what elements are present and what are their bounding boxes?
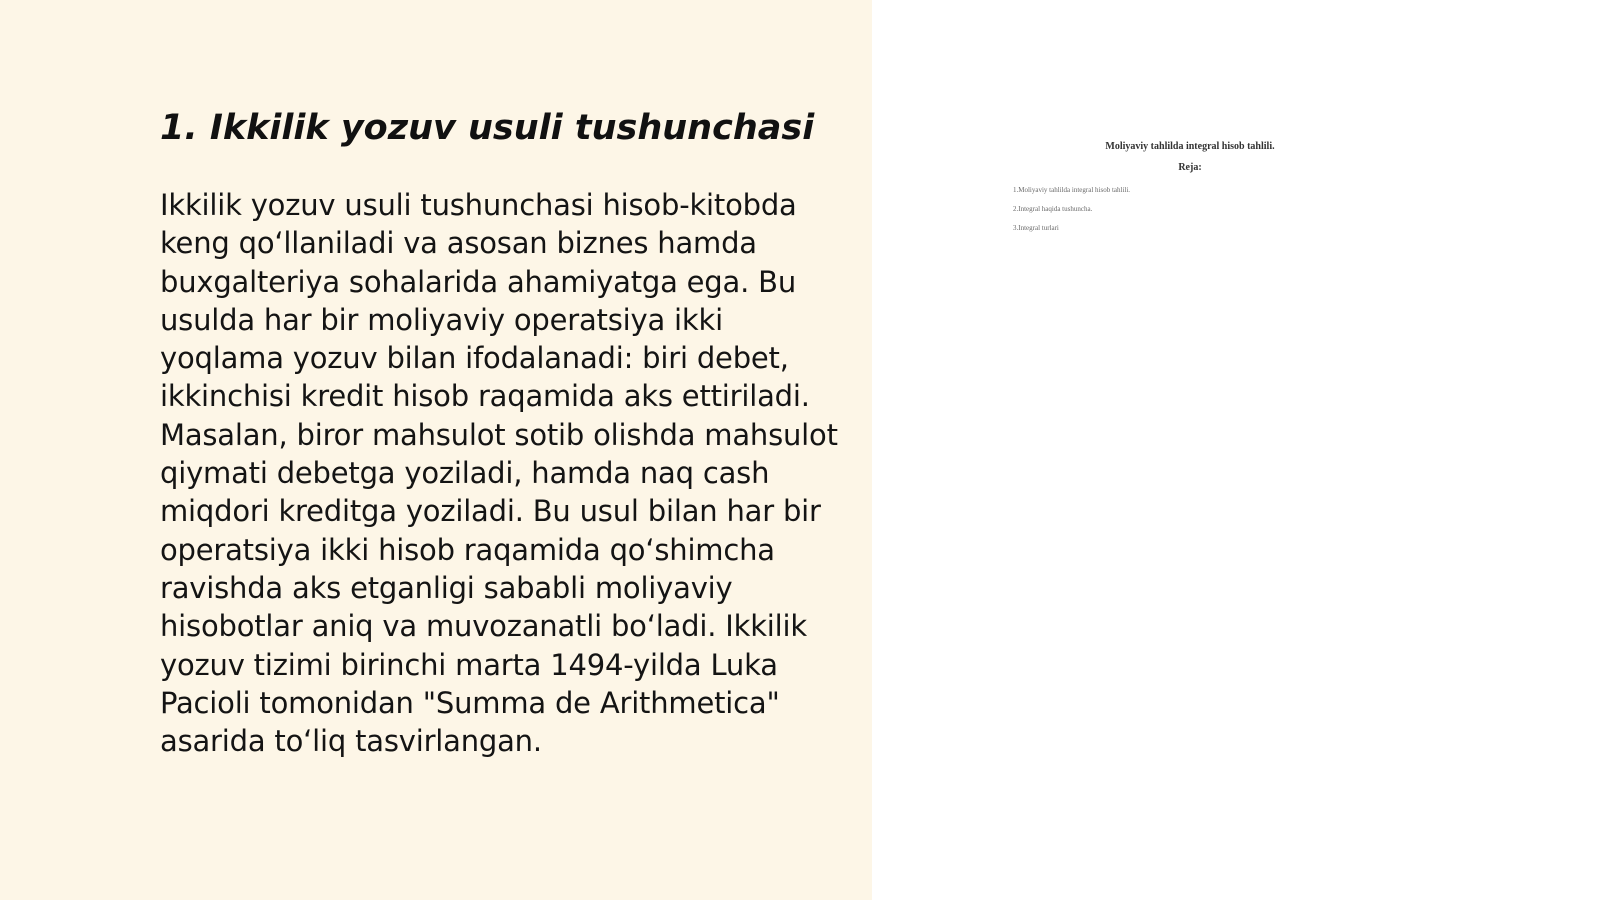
image-panel xyxy=(872,0,1600,900)
document-subtitle: Reja: xyxy=(1178,162,1202,173)
document-plan-item: 1.Moliyaviy tahlilda integral hisob tahlili. xyxy=(1013,186,1131,194)
slide-heading: 1. Ikkilik yozuv usuli tushunchasi xyxy=(160,108,815,148)
document-title: Moliyaviy tahlilda integral hisob tahlili. xyxy=(1105,141,1275,152)
slide-paragraph: Ikkilik yozuv usuli tushunchasi hisob-kitobda keng qo‘llaniladi va asosan biznes hamda buxgalteriya sohalarida ahamiyatga ega. Bu usulda har bir moliyaviy operatsiya ikki yoqlama yozuv bilan ifodalanadi: biri debet, ikkinchisi kredit hisob raqamida aks ettiriladi. Masalan, biror mahsulot sotib olishda mahsulot qiymati debetga yoziladi, hamda naq cash miqdori kreditga yoziladi. Bu usul bilan har bir operatsiya ikki hisob raqamida qo‘shimcha ravishda aks etganligi sababli moliyaviy hisobotlar aniq va muvozanatli bo‘ladi. Ikkilik yozuv tizimi birinchi marta 1494-yilda Luka Pacioli tomonidan "Summa de Arithmetica" asarida to‘liq tasvirlangan. xyxy=(160,188,838,759)
document-plan-item: 2.Integral haqida tushuncha. xyxy=(1013,205,1093,213)
document-plan-list xyxy=(1013,181,1130,238)
document-plan-item: 3.Integral turlari xyxy=(1013,224,1059,232)
document-preview-image xyxy=(1010,140,1370,250)
